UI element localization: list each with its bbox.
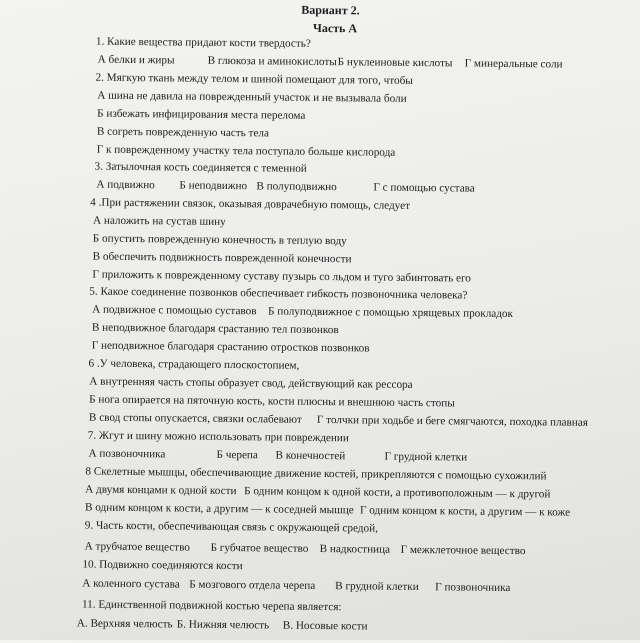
q4-option-d: Г приложить к поврежденному суставу пузырь со льдом и туго забинтовать его bbox=[92, 268, 471, 285]
question-3: 3. Затылочная кость соединяется с теменной bbox=[94, 160, 307, 175]
question-5: 5. Какое соединение позвонков обеспечивает гибкость позвоночника человека? bbox=[89, 285, 468, 302]
q10-option-b: Б мозгового отдела черепа bbox=[189, 578, 316, 592]
q11-option-a: А. Верхняя челюсть bbox=[76, 617, 173, 631]
q1-option-d: Г минеральные соли bbox=[464, 57, 563, 71]
q10-option-c: В грудной клетки bbox=[335, 580, 419, 594]
q7-option-a: А позвоночника bbox=[88, 447, 166, 461]
q6-option-b: Б нога опирается на пяточную кость, кости плюсны и внешнюю часть стопы bbox=[89, 393, 455, 410]
question-1: 1. Какие вещества придают кости твердость? bbox=[95, 35, 311, 50]
question-11: 11. Единственной подвижной костью черепа является: bbox=[81, 598, 342, 614]
q9-option-b: Б губчатое вещество bbox=[210, 541, 309, 555]
variant-title: Вариант 2. bbox=[301, 2, 360, 18]
q6-option-a: А внутренняя часть стопы образует свод, действующий как рессора bbox=[89, 375, 413, 391]
q3-option-d: Г с помощью сустава bbox=[373, 181, 475, 195]
q7-option-c: В конечностей bbox=[275, 449, 346, 463]
q5-option-d: Г неподвижное благодаря срастанию отростков позвонков bbox=[91, 339, 370, 355]
question-6: 6 .У человека, страдающего плоскостопием, bbox=[88, 357, 300, 372]
q9-option-c: В надкостница bbox=[319, 543, 391, 556]
q1-option-c: Б нуклеиновые кислоты bbox=[337, 56, 453, 70]
q2-option-b: Б избежать инфицирования места перелома bbox=[97, 107, 306, 122]
q7-option-d: Г грудной клетки bbox=[384, 450, 468, 464]
q2-option-d: Г к поврежденному участку тела поступало больше кислорода bbox=[96, 143, 396, 159]
q1-option-b: В глюкоза и аминокислоты bbox=[207, 54, 337, 69]
question-4: 4 .При растяжении связок, оказывая доврачебную помощь, следует bbox=[90, 196, 411, 212]
q4-option-a: А наложить на сустав шину bbox=[92, 214, 226, 229]
q8-option-c: В одним концом к кости, а другим — к соседней мышце bbox=[84, 501, 354, 517]
q11-option-b: Б. Нижняя челюсть bbox=[176, 618, 270, 632]
question-2: 2. Мягкую ткань между телом и шиной помещают для того, чтобы bbox=[95, 71, 413, 87]
question-8: 8 Скелетные мышцы, обеспечивающие движение костей, прикрепляются с помощью сухожилий bbox=[85, 465, 547, 483]
q7-option-b: Б черепа bbox=[216, 448, 258, 462]
q5-option-b: Б полуподвижное с помощью хрящевых прокладок bbox=[268, 305, 514, 321]
q5-option-a: А подвижное с помощью суставов bbox=[92, 303, 257, 318]
q1-option-a: А белки и жиры bbox=[97, 53, 175, 67]
q6-option-c: В свод стопы опускается, связки ослабевают bbox=[88, 411, 302, 426]
q3-option-b: Б неподвижно bbox=[179, 179, 248, 193]
part-title: Часть А bbox=[312, 20, 358, 36]
q10-option-a: А коленного сустава bbox=[82, 577, 180, 591]
q4-option-c: В обеспечить подвижность поврежденной конечности bbox=[92, 250, 352, 266]
q2-option-c: В согреть поврежденную часть тела bbox=[96, 125, 270, 140]
question-10: 10. Подвижно соединяются кости bbox=[82, 558, 243, 573]
q4-option-b: Б опустить поврежденную конечность в теплую воду bbox=[92, 232, 347, 248]
question-7: 7. Жгут и шину можно использовать при повреждении bbox=[87, 429, 349, 445]
q11-option-c: В. Носовые кости bbox=[282, 619, 368, 633]
q3-option-c: В полуподвижно bbox=[256, 180, 337, 194]
q8-option-d: Г одним концом к кости, а другим — к коже bbox=[359, 504, 571, 519]
q5-option-c: В неподвижное благодаря срастанию тел позвонков bbox=[91, 321, 339, 337]
q2-option-a: А шина не давила на поврежденный участок и не вызывала боли bbox=[97, 89, 407, 105]
q9-option-d: Г межклеточное вещество bbox=[400, 543, 526, 558]
q8-option-b: Б одним концом к одной кости, а противоположным — к другой bbox=[244, 485, 551, 501]
question-9: 9. Часть кости, обеспечивающая связь с окружающей средой, bbox=[84, 519, 378, 535]
q6-option-d: Г толчки при ходьбе и беге смягчаются, походка плавная bbox=[316, 413, 588, 429]
q9-option-a: А трубчатое вещество bbox=[84, 540, 190, 554]
q3-option-a: А подвижно bbox=[96, 178, 155, 192]
q8-option-a: А двумя концами к одной кости bbox=[85, 483, 237, 498]
q10-option-d: Г позвоночника bbox=[435, 581, 511, 595]
